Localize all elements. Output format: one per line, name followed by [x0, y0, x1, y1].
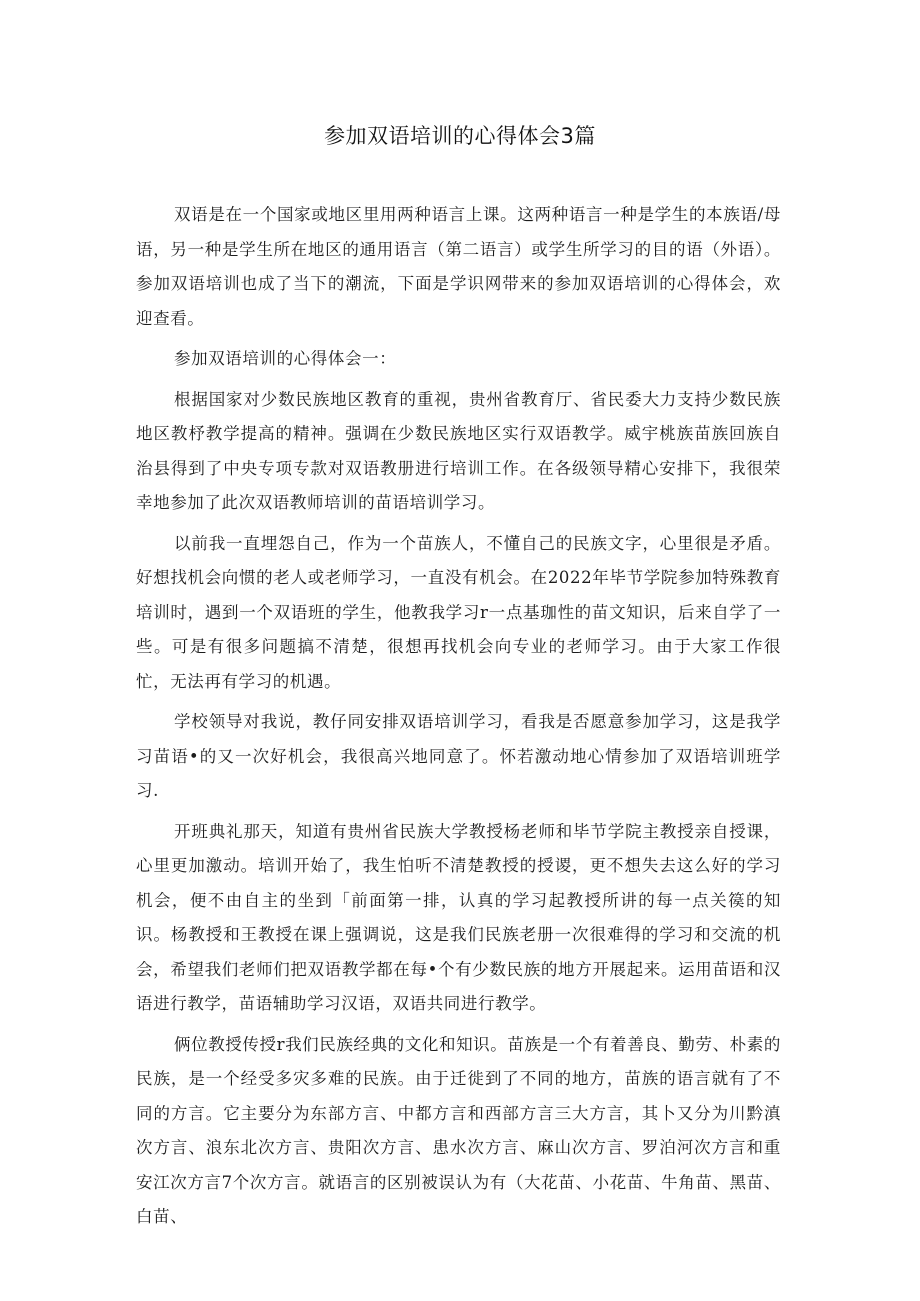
intro-paragraph: 双语是在一个国家或地区里用两种语言上课。这两种语言一种是学生的本族语/母语，另一种是学生所在地区的通用语言（第二语言）或学生所学习的目的语（外语）。参加双语培训也成了当下的潮流，下面是学识网带来的参加双语培训的心得体会，欢迎查看。	[136, 205, 781, 328]
document-body	[136, 198, 781, 1241]
body-paragraph: 开班典礼那天，知道有贵州省民族大学教授杨老师和毕节学院主教授亲自授课，心里更加激动。培训开始了，我生怕听不清楚教授的授谡，更不想失去这么好的学习机会，便不由自主的坐到「前面第一排，认真的学习起教授所讲的每一点关篌的知识。杨教授和王教授在课上强调说，这是我们民族老册一次很难得的学习和交流的机会，希望我们老师们把双语教学都在每•个有少数民族的地方开展起来。运用苗语和汉语进行教学，苗语辅助学习汉语，双语共同进行教学。	[136, 821, 781, 1013]
section-heading: 参加双语培训的心得体会一：	[174, 349, 397, 368]
document-title: 参加双语培训的心得体会3篇	[324, 124, 596, 148]
body-paragraph: 根据国家对少数民族地区教育的重视，贵州省教育厅、省民委大力支持少数民族地区教杼教学提高的精神。强调在少数民族地区实行双语教学。威宇桃族苗族回族自治县得到了中央专项专款对双语教册进行培训工作。在各级领导精心安排下，我很荣幸地参加了此次双语教师培训的苗语培训学习。	[136, 389, 781, 512]
body-paragraph: 以前我一直埋怨自己，作为一个苗族人，不懂自己的民族文字，心里很是矛盾。好想找机会向惯的老人或老师学习，一直没有机会。在2022年毕节学院参加特殊教育培训时，遇到一个双语班的学生，他教我学习r一点基珈性的苗文知识，后来自学了一些。可是有很多问题搞不清楚，很想再找机会向专业的老师学习。由于大家工作很忙，无法再有学习的机遇。	[136, 533, 781, 691]
body-paragraph: 学校领导对我说，教仔同安排双语培训学习，看我是否愿意参加学习，这是我学习苗语•的又一次好机会，我很高兴地同意了。怀若激动地心情参加了双语培训班学习.	[136, 712, 781, 800]
body-paragraph: 俩位教授传授r我们民族经典的文化和知识。苗族是一个有着善良、勤劳、朴素的民族，是一个经受多灾多难的民族。由于迁徙到了不同的地方，苗族的语言就有了不同的方言。它主要分为东部方言、中都方言和西部方言三大方言，其卜又分为川黔滇次方言、浪东北次方言、贵阳次方言、患水次方言、麻山次方言、罗泊河次方言和重安江次方言7个次方言。就语言的区别被误认为有（大花苗、小花苗、牛角苗、黑苗、白苗、	[136, 1034, 781, 1226]
